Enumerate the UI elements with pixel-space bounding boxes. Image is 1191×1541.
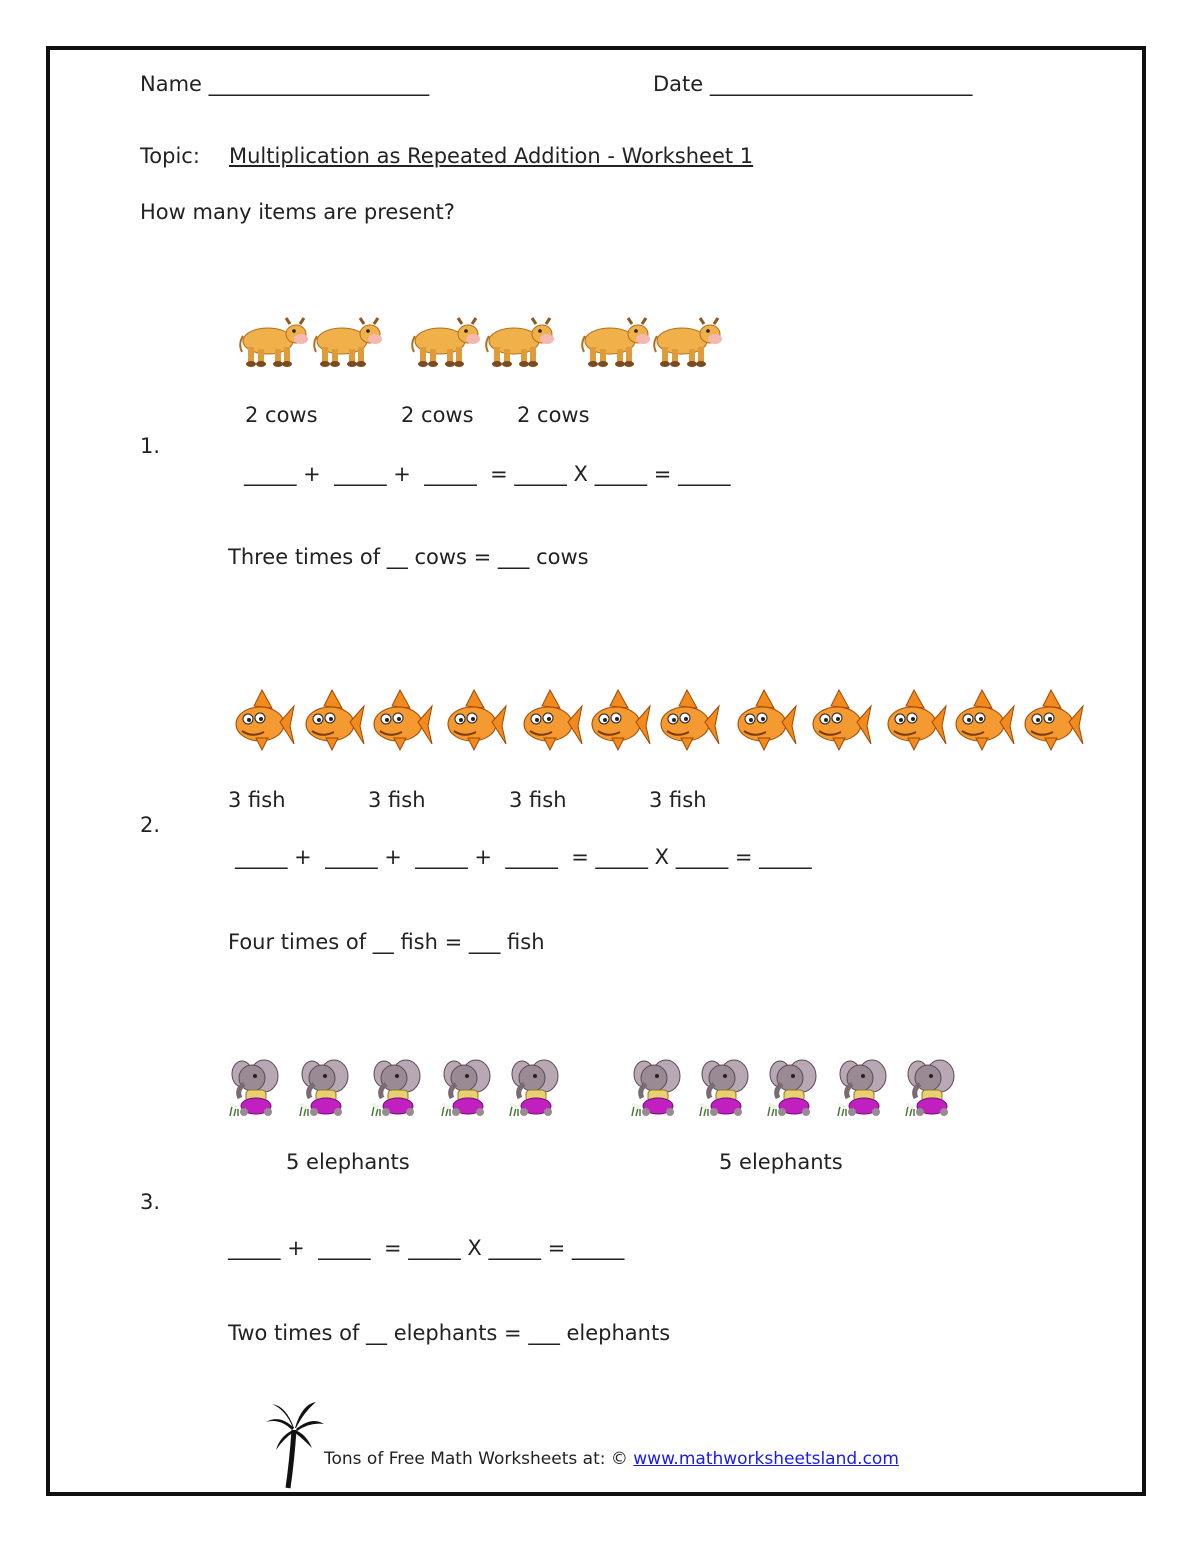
cow-icon [486,318,554,367]
elephant-icon [838,1060,886,1116]
footer-text: Tons of Free Math Worksheets at: © [324,1449,634,1469]
group-label: 3 fish [509,788,567,812]
elephant-icon [230,1060,278,1116]
footer [324,1449,899,1469]
addition-equation[interactable]: _____ + _____ + _____ + _____ = _____ X _____ = _____ [235,845,812,869]
addition-equation[interactable]: _____ + _____ = _____ X _____ = _____ [228,1236,625,1260]
multiplication-sentence[interactable]: Three times of __ cows = ___ cows [228,545,589,569]
elephant-icon [372,1060,420,1116]
cow-icon [240,318,308,367]
fish-group-row [232,686,1088,756]
group-label: 5 elephants [719,1150,843,1174]
group-label: 2 cows [401,403,474,427]
fish-icon [524,690,582,750]
fish-icon [661,690,719,750]
cow-pair-3 [580,314,728,374]
group-label: 5 elephants [286,1150,410,1174]
cow-pair-2 [410,314,558,374]
elephant-icon [632,1060,680,1116]
worksheet-title: Multiplication as Repeated Addition - Worksheet 1 [229,144,754,168]
date-field-label: Date _________________________ [653,72,973,96]
fish-icon [306,690,364,750]
group-label: 3 fish [228,788,286,812]
elephant-icon [442,1060,490,1116]
instruction-text: How many items are present? [140,200,455,224]
group-label: 3 fish [649,788,707,812]
addition-equation[interactable]: _____ + _____ + _____ = _____ X _____ = _____ [244,462,731,486]
fish-icon [448,690,506,750]
elephant-icon [906,1060,954,1116]
elephant-icon [700,1060,748,1116]
fish-icon [374,690,432,750]
problem-number: 2. [140,813,161,837]
topic-label: Topic: [140,144,200,168]
fish-icon [738,690,796,750]
group-label: 2 cows [245,403,318,427]
fish-icon [813,690,871,750]
group-label: 3 fish [368,788,426,812]
palm-tree-icon [266,1400,326,1492]
name-field-label: Name _____________________ [140,72,430,96]
footer-link[interactable]: www.mathworksheetsland.com [633,1449,899,1469]
multiplication-sentence[interactable]: Four times of __ fish = ___ fish [228,930,545,954]
elephant-icon [768,1060,816,1116]
fish-icon [1025,690,1083,750]
fish-icon [956,690,1014,750]
cow-icon [582,318,650,367]
cow-icon [314,318,382,367]
group-label: 2 cows [517,403,590,427]
elephant-icon [300,1060,348,1116]
cow-icon [654,318,722,367]
elephant-group-1 [228,1054,573,1120]
cow-pair-1 [238,314,386,374]
fish-icon [236,690,294,750]
problem-number: 3. [140,1190,161,1214]
fish-icon [888,690,946,750]
cow-icon [412,318,480,367]
worksheet-border [46,46,1146,1496]
elephant-icon [510,1060,558,1116]
problem-number: 1. [140,434,161,458]
fish-icon [592,690,650,750]
elephant-group-2 [630,1054,970,1120]
multiplication-sentence[interactable]: Two times of __ elephants = ___ elephants [228,1321,671,1345]
